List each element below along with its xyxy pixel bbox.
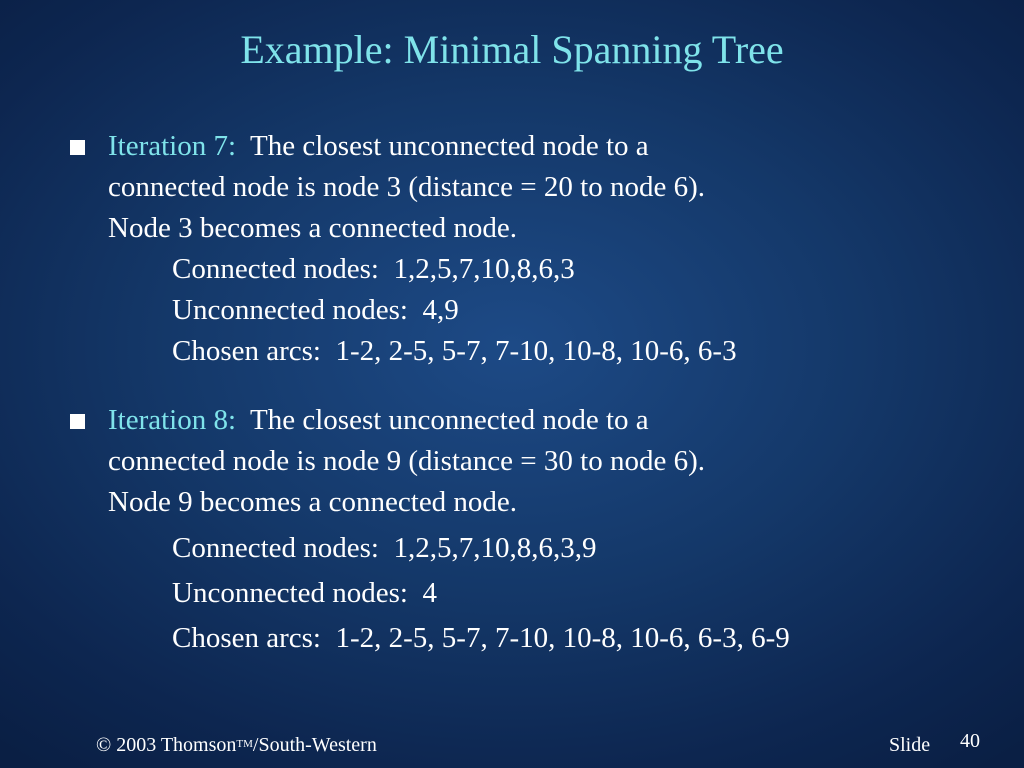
iteration-text-line: Node 9 becomes a connected node. — [108, 486, 518, 518]
iteration-text-line: Node 3 becomes a connected node. — [108, 212, 518, 244]
bullet-line — [68, 400, 968, 441]
unconnected-nodes: Unconnected nodes: 4 — [172, 577, 437, 609]
iteration-text-line: connected node is node 9 (distance = 30 to node 6). — [108, 445, 705, 477]
chosen-arcs: Chosen arcs: 1-2, 2-5, 5-7, 7-10, 10-8, 10-6, 6-3, 6-9 — [172, 622, 790, 654]
iteration-label: Iteration 8: — [108, 404, 237, 436]
connected-nodes: Connected nodes: 1,2,5,7,10,8,6,3,9 — [172, 532, 597, 564]
footer-copyright — [96, 734, 377, 757]
square-bullet-icon — [70, 414, 85, 429]
trademark-mark: TM — [236, 738, 253, 750]
square-bullet-icon — [70, 140, 85, 155]
chosen-arcs: Chosen arcs: 1-2, 2-5, 5-7, 7-10, 10-8, 10-6, 6-3 — [172, 335, 737, 367]
iteration-lead-text: The closest unconnected node to a — [236, 130, 649, 162]
iteration-text-line: connected node is node 3 (distance = 20 to node 6). — [108, 171, 705, 203]
slide-number: 40 — [960, 730, 980, 752]
bullet-line — [68, 126, 968, 167]
iteration-label: Iteration 7: — [108, 130, 237, 162]
connected-nodes: Connected nodes: 1,2,5,7,10,8,6,3 — [172, 253, 575, 285]
copyright-text: © 2003 Thomson — [96, 734, 237, 756]
iteration-lead-text: The closest unconnected node to a — [236, 404, 649, 436]
iteration-7-block — [68, 126, 968, 372]
iteration-8-block — [68, 400, 968, 661]
publisher-text: /South-Western — [252, 734, 377, 756]
unconnected-nodes: Unconnected nodes: 4,9 — [172, 294, 459, 326]
slide-label: Slide — [889, 734, 931, 756]
slide-title: Example: Minimal Spanning Tree — [240, 27, 784, 72]
